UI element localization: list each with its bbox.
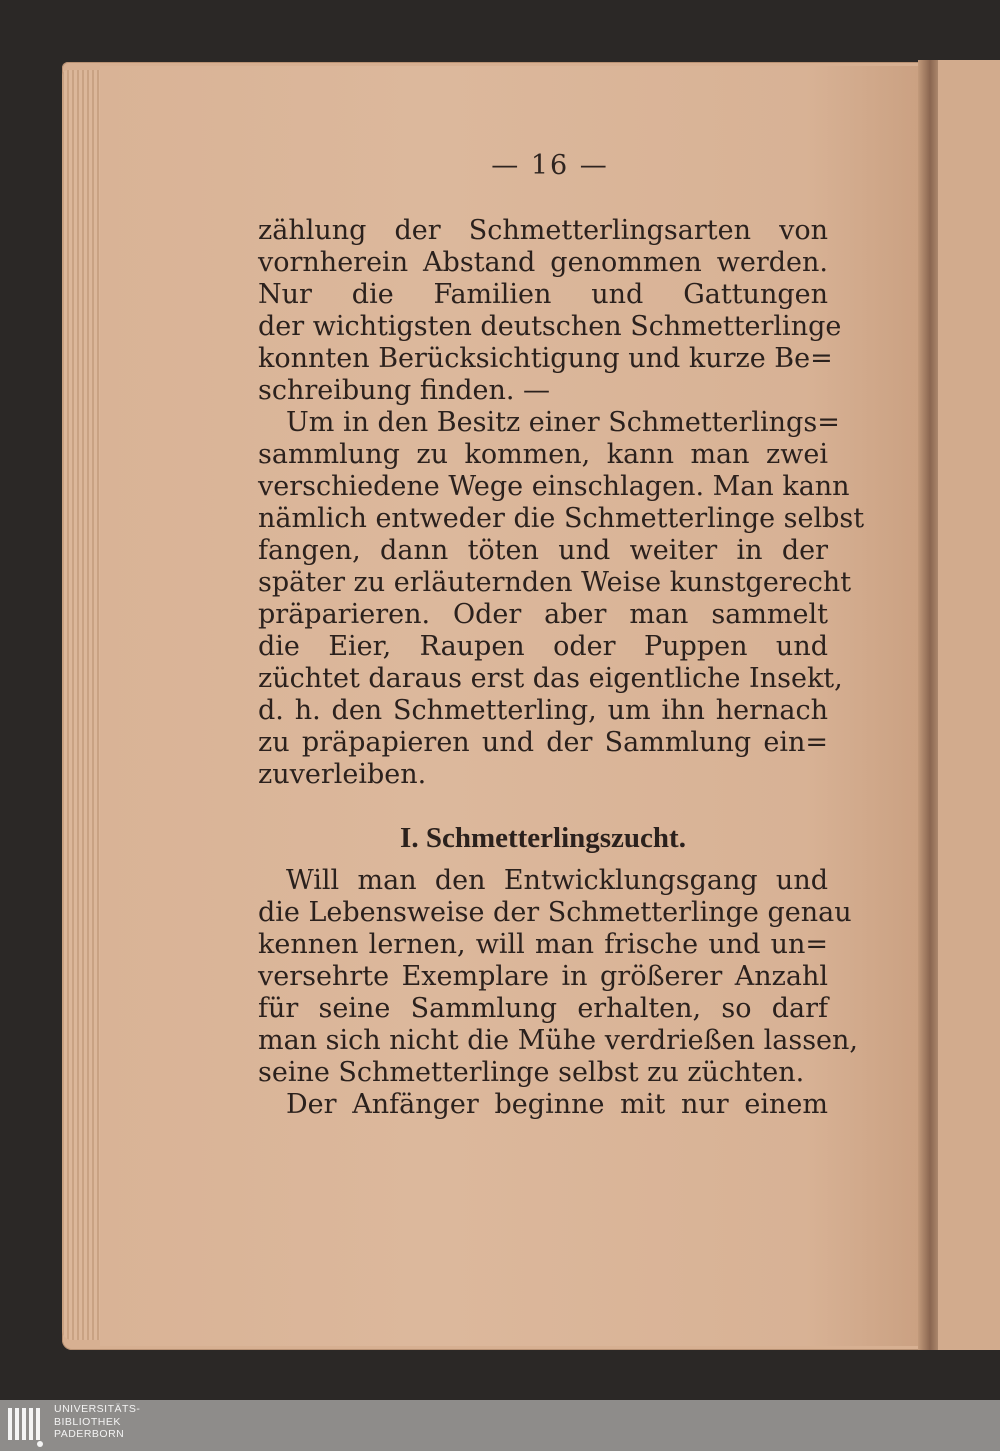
- text-line: schreibung finden. —: [258, 375, 551, 406]
- text-line: konnten Berücksichtigung und kurze Be=: [258, 343, 833, 374]
- text-line: zuverleiben.: [258, 759, 427, 790]
- text-line: Der Anfänger beginne mit nur einem: [286, 1089, 828, 1120]
- logo-line: BIBLIOTHEK: [54, 1415, 121, 1428]
- text-line: präparieren. Oder aber man sammelt: [258, 599, 828, 630]
- text-line: vornherein Abstand genommen werden.: [258, 247, 828, 278]
- text-line: versehrte Exemplare in größerer Anzahl: [258, 961, 828, 992]
- library-footer: [0, 1400, 1000, 1451]
- text-line: zu präpapieren und der Sammlung ein=: [258, 727, 828, 758]
- library-logo-icon: [6, 1404, 46, 1448]
- text-line: züchtet daraus erst das eigentliche Insekt,: [258, 663, 843, 694]
- body-text: [258, 215, 865, 1121]
- text-line: der wichtigsten deutschen Schmetterlinge: [258, 311, 842, 342]
- logo-line: PADERBORN: [54, 1428, 125, 1440]
- text-line: zählung der Schmetterlingsarten von: [258, 215, 828, 246]
- text-line: Will man den Entwicklungsgang und: [286, 865, 828, 896]
- text-line: sammlung zu kommen, kann man zwei: [258, 439, 828, 470]
- text-line: Um in den Besitz einer Schmetterlings=: [286, 407, 840, 438]
- page-number: — 16 —: [491, 150, 609, 181]
- book-gutter: [918, 60, 940, 1350]
- logo-line: UNIVERSITÄTS-: [54, 1403, 141, 1415]
- text-line: d. h. den Schmetterling, um ihn hernach: [258, 695, 828, 726]
- text-line: Nur die Familien und Gattungen: [258, 279, 828, 310]
- text-line: für seine Sammlung erhalten, so darf: [258, 993, 828, 1024]
- text-line: seine Schmetterlinge selbst zu züchten.: [258, 1057, 805, 1088]
- library-logo-text: [54, 1403, 140, 1441]
- text-line: die Eier, Raupen oder Puppen und: [258, 631, 828, 662]
- text-line: verschiedene Wege einschlagen. Man kann: [258, 471, 850, 502]
- section-heading: I. Schmetterlingszucht.: [400, 822, 686, 854]
- text-line: fangen, dann töten und weiter in der: [258, 535, 828, 566]
- text-line: nämlich entweder die Schmetterlinge selbst: [258, 503, 865, 534]
- text-line: kennen lernen, will man frische und un=: [258, 929, 828, 960]
- text-line: man sich nicht die Mühe verdrießen lassen,: [258, 1025, 859, 1056]
- text-line: später zu erläuternden Weise kunstgerecht: [258, 567, 852, 598]
- text-line: die Lebensweise der Schmetterlinge genau: [258, 897, 852, 928]
- page-edges: [62, 70, 102, 1340]
- facing-page: [938, 60, 1000, 1350]
